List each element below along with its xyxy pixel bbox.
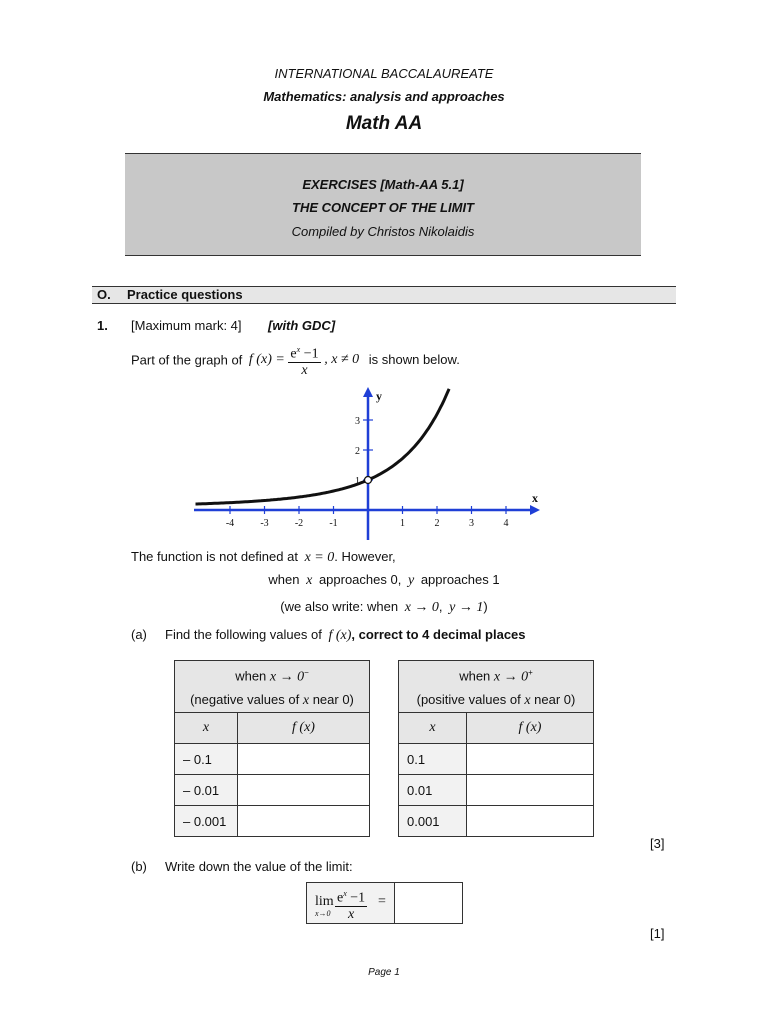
- table-negative-answer-cell[interactable]: [238, 744, 370, 775]
- x-tick-label: -3: [260, 518, 269, 529]
- part-a-instruction: Find the following values of: [165, 627, 322, 642]
- table-negative-answer-cell[interactable]: [238, 775, 370, 806]
- limit-operator: lim: [315, 894, 334, 909]
- title-box: [125, 153, 641, 256]
- table-negative-limit: x → 0: [269, 669, 305, 685]
- part-b-text: Write down the value of the limit:: [165, 859, 353, 874]
- header-subject: Mathematics: analysis and approaches: [263, 89, 505, 104]
- limit-fraction-denominator: x: [347, 906, 355, 922]
- x-tick-label: -2: [294, 518, 304, 529]
- table-negative-answer-cell[interactable]: [238, 806, 370, 837]
- not-defined-after: . However,: [334, 549, 396, 564]
- approach-math-2: y: [407, 573, 415, 588]
- limit-fraction: [335, 886, 367, 922]
- limit-fraction-base: e: [337, 890, 344, 906]
- y-ticks: [355, 416, 373, 487]
- intro-after: is shown below.: [368, 352, 460, 368]
- x-tick-label: -1: [329, 518, 338, 529]
- table-negative-x-value: – 0.01: [175, 775, 238, 806]
- limit-expression-cell: [307, 883, 395, 923]
- notation-math-1: x → 0: [404, 600, 439, 615]
- function-curve: [196, 389, 450, 504]
- table-positive-answer-cell[interactable]: [467, 775, 594, 806]
- table-negative-sign: −: [304, 668, 309, 677]
- question-marks: [Maximum mark: 4]: [131, 318, 242, 333]
- x-tick-label: 1: [400, 518, 405, 529]
- y-tick-label: 3: [355, 416, 360, 427]
- table-negative-when: when: [235, 668, 267, 684]
- approach-word-1: when: [268, 572, 300, 587]
- approach-word-3: approaches 1: [420, 572, 500, 587]
- table-positive-col-x: x: [399, 713, 467, 744]
- notation-word-3: ): [483, 599, 488, 614]
- limit-fraction-numerator-rest: −1: [346, 890, 366, 906]
- hole-point: [365, 477, 372, 484]
- table-positive-desc-end: near 0): [534, 692, 576, 708]
- function-intro: [131, 342, 460, 382]
- table-negative-col-x: x: [175, 713, 238, 744]
- table-positive-x-value: 0.1: [399, 744, 467, 775]
- topic-title: THE CONCEPT OF THE LIMIT: [292, 200, 474, 215]
- table-row: [175, 775, 370, 806]
- fraction-exponent: x: [296, 345, 301, 354]
- limit-subscript: x→0: [315, 909, 331, 918]
- table-positive-desc: (positive values of: [416, 692, 521, 708]
- limit-box: [306, 882, 463, 924]
- approach-line: [0, 572, 768, 589]
- part-b-marks: [1]: [650, 926, 665, 941]
- intro-text: Part of the graph of: [131, 352, 243, 368]
- exercise-title: EXERCISES [Math-AA 5.1]: [302, 177, 464, 192]
- table-positive-header: [399, 661, 594, 713]
- header-institution: INTERNATIONAL BACCALAUREATE: [274, 66, 494, 81]
- notation-line: [0, 599, 768, 616]
- fraction-numerator-rest: −1: [300, 346, 319, 362]
- table-positive-answer-cell[interactable]: [467, 806, 594, 837]
- table-negative-x-value: – 0.001: [175, 806, 238, 837]
- notation-math-2: y → 1: [449, 600, 484, 615]
- table-negative-desc: (negative values of: [190, 692, 300, 708]
- table-positive-var: x: [524, 693, 531, 709]
- y-tick-label: 1: [355, 476, 360, 487]
- table-positive: [398, 660, 594, 837]
- notation-word-2: ,: [438, 599, 443, 614]
- table-row: [399, 744, 594, 775]
- table-negative-col-f: f (x): [238, 713, 370, 744]
- table-row: [399, 806, 594, 837]
- table-negative-x-value: – 0.1: [175, 744, 238, 775]
- part-b-label: (b): [131, 859, 147, 874]
- table-negative-var: x: [302, 693, 310, 709]
- author-line: Compiled by Christos Nikolaidis: [291, 224, 475, 239]
- function-condition: , x ≠ 0: [324, 351, 360, 367]
- table-negative: [174, 660, 370, 837]
- section-title: Practice questions: [127, 287, 243, 302]
- limit-answer-cell[interactable]: [395, 883, 462, 923]
- table-positive-x-value: 0.001: [399, 806, 467, 837]
- table-negative-header: [175, 661, 370, 713]
- not-defined-line: [131, 549, 396, 566]
- table-row: [399, 775, 594, 806]
- part-a-label: (a): [131, 627, 147, 642]
- table-row: [175, 806, 370, 837]
- table-positive-limit: x → 0: [493, 669, 529, 685]
- part-a-math: f (x): [328, 628, 352, 643]
- y-axis-arrow: [363, 387, 373, 397]
- question-number: 1.: [97, 318, 108, 333]
- table-positive-col-f: f (x): [467, 713, 594, 744]
- table-positive-answer-cell[interactable]: [467, 744, 594, 775]
- gdc-note: [with GDC]: [268, 318, 336, 333]
- function-lhs: f (x) =: [248, 351, 285, 367]
- x-tick-label: 2: [434, 518, 440, 529]
- y-tick-label: 2: [355, 446, 360, 457]
- table-negative-desc-end: near 0): [312, 692, 354, 708]
- part-a-marks: [3]: [650, 836, 665, 851]
- not-defined-math: x = 0: [304, 550, 335, 565]
- table-positive-when: when: [459, 668, 491, 684]
- page-number: Page 1: [368, 967, 400, 978]
- function-graph: [180, 382, 550, 544]
- table-positive-x-value: 0.01: [399, 775, 467, 806]
- table-positive-sign: +: [528, 668, 533, 677]
- approach-math-1: x: [306, 573, 313, 588]
- not-defined-text: The function is not defined at: [131, 549, 298, 564]
- fraction-denominator: x: [301, 362, 308, 378]
- x-tick-label: 4: [503, 518, 509, 529]
- limit-equals: =: [378, 894, 386, 909]
- notation-word-1: (we also write: when: [280, 599, 399, 614]
- x-tick-label: -4: [225, 518, 235, 529]
- fraction-base: e: [290, 346, 297, 362]
- part-a-text: [165, 627, 526, 644]
- table-row: [175, 744, 370, 775]
- x-tick-label: 3: [469, 518, 474, 529]
- section-header: [92, 286, 676, 304]
- header-course: Math AA: [345, 113, 423, 134]
- part-a-precision: , correct to 4 decimal places: [351, 627, 526, 642]
- y-axis-label: y: [376, 389, 382, 403]
- section-number: O.: [97, 287, 111, 302]
- limit-fraction-exponent: x: [343, 889, 347, 898]
- function-fraction: [288, 342, 320, 378]
- x-axis-arrow: [530, 505, 540, 515]
- approach-word-2: approaches 0,: [318, 572, 402, 587]
- x-axis-label: x: [532, 491, 538, 505]
